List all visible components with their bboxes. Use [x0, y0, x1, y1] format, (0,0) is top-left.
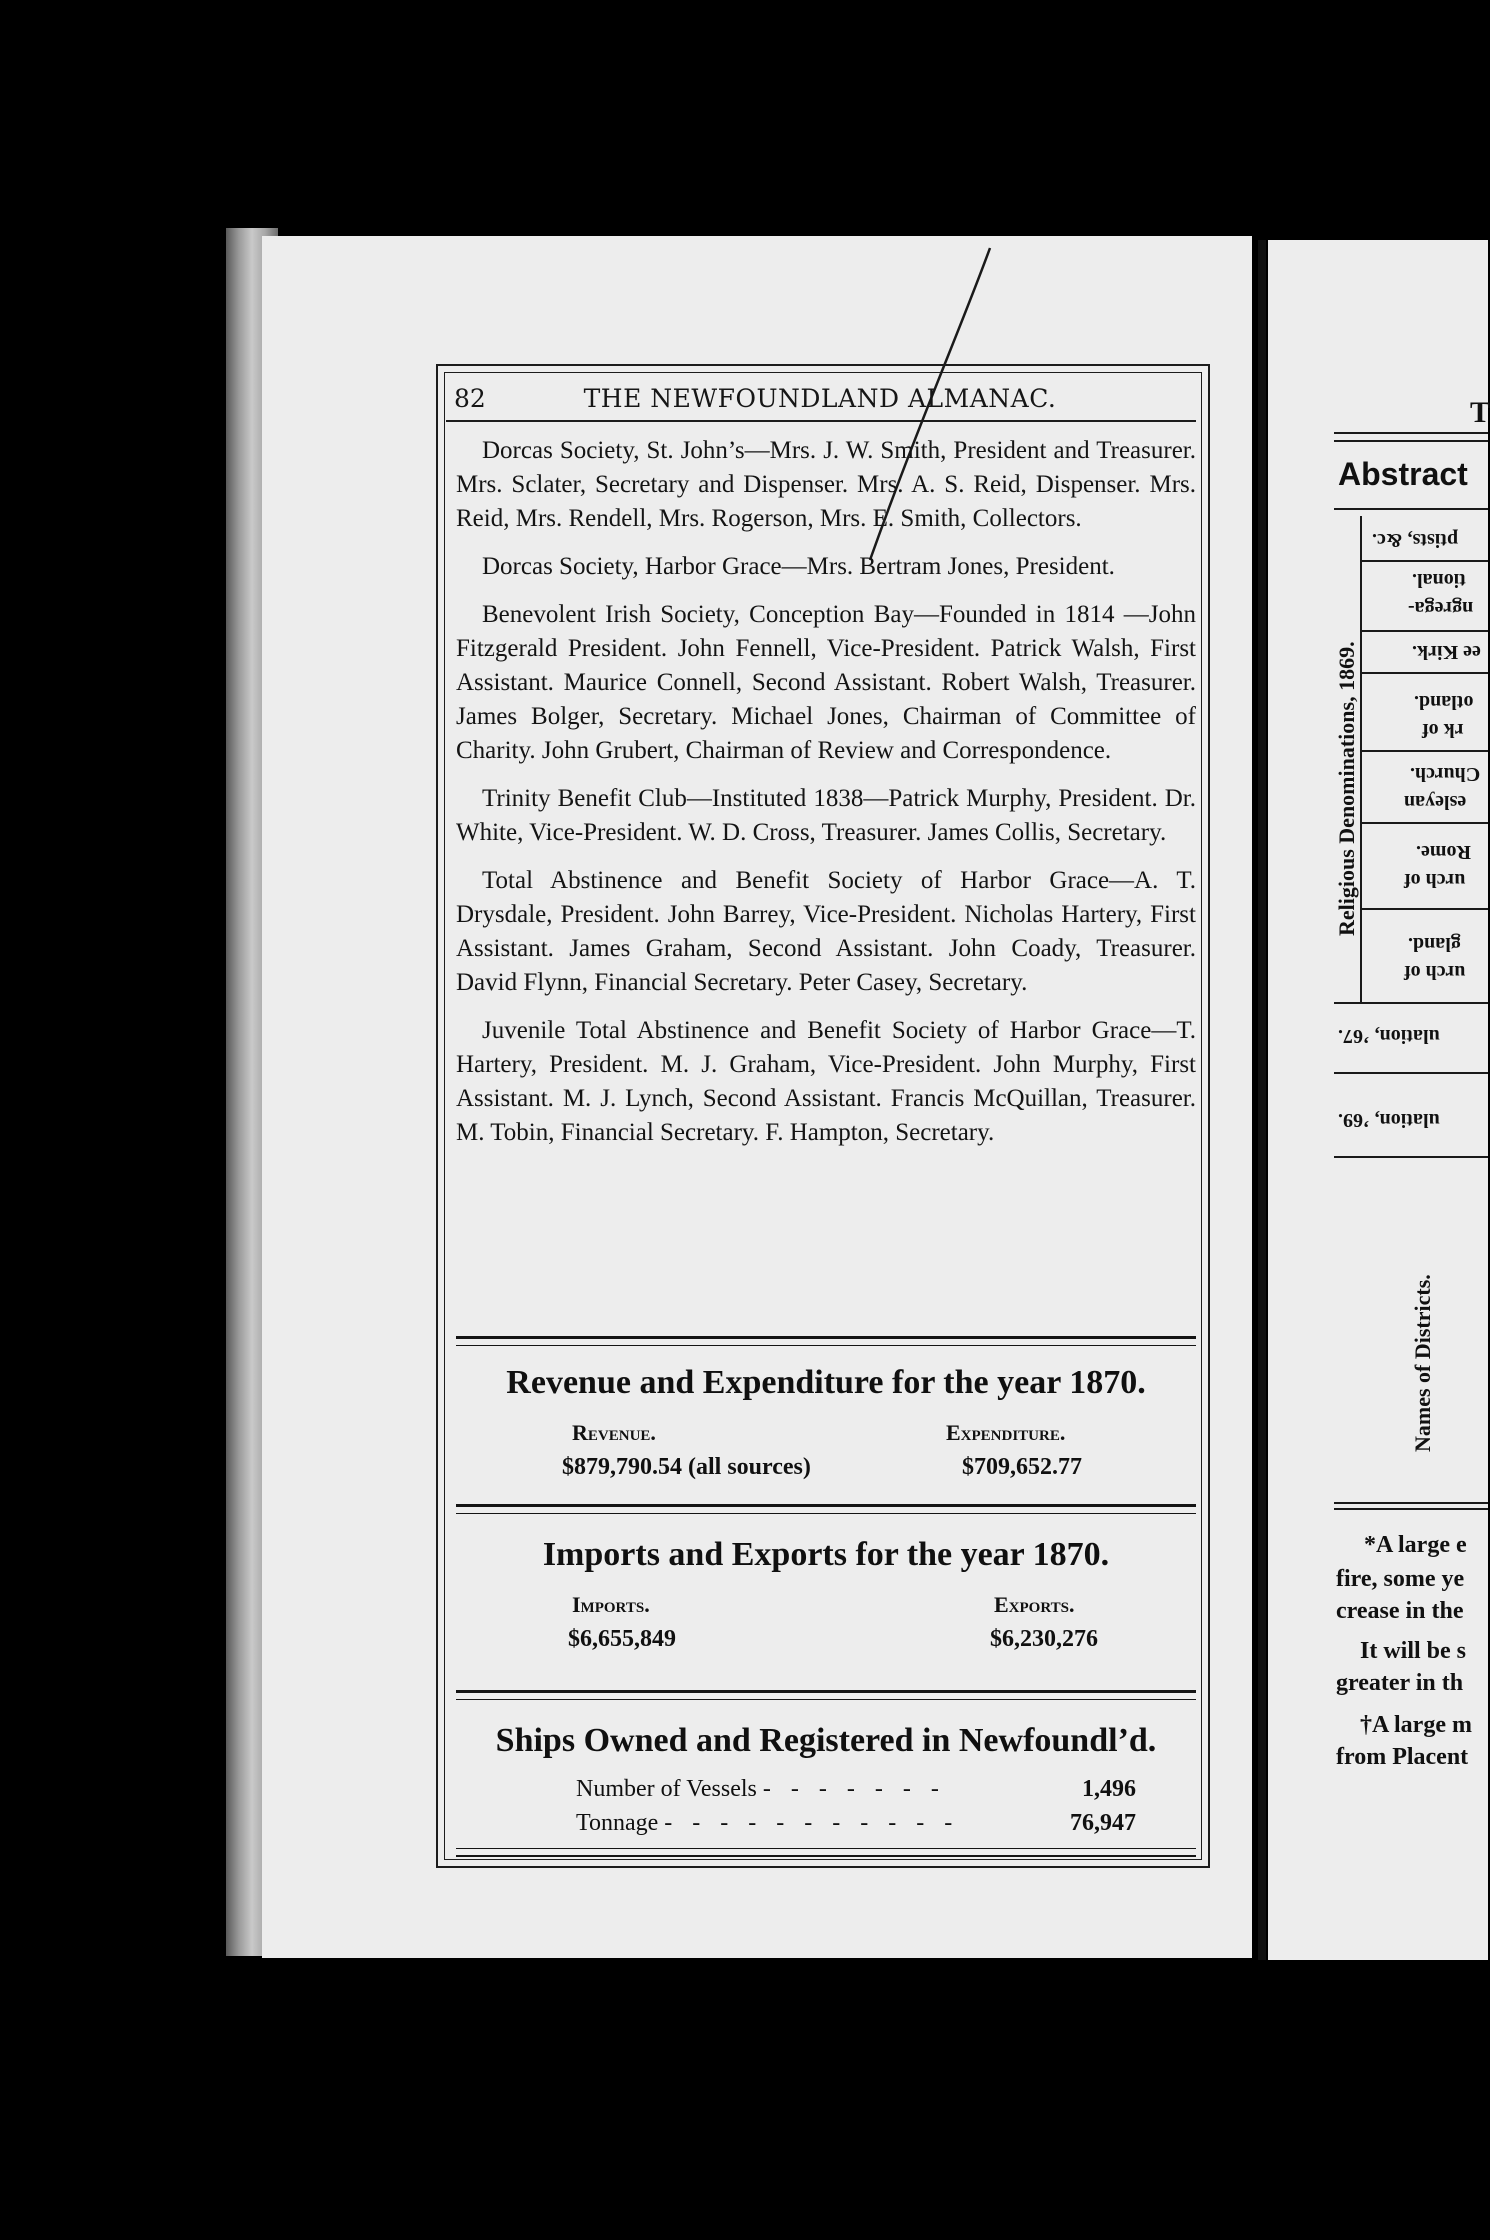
ships-title: Ships Owned and Registered in Newfoundl’d.	[495, 1722, 1157, 1759]
section-rule	[456, 1504, 1196, 1514]
expenditure-label: Expenditure.	[946, 1420, 1066, 1445]
ships-row-tonnage	[576, 1810, 1136, 1837]
header-rule	[446, 420, 1196, 422]
facing-rule	[1362, 630, 1488, 632]
facing-heading: Abstract	[1338, 456, 1468, 492]
facing-column-fragment: ee Kirk.	[1412, 641, 1481, 663]
facing-column-fragment: rk of	[1422, 719, 1464, 741]
facing-column-divider	[1360, 516, 1362, 1002]
facing-vertical-title: Religious Denominations, 1869.	[1334, 641, 1359, 936]
ships-row-label: Number of Vessels	[576, 1776, 757, 1802]
section-rule	[456, 1690, 1196, 1700]
facing-rule	[1362, 822, 1488, 824]
facing-footnote: from Placent	[1336, 1744, 1469, 1770]
facing-population-row: ulation, ’69.	[1338, 1109, 1440, 1131]
facing-footnote: crease in the	[1336, 1598, 1464, 1624]
section-rule	[456, 1336, 1196, 1346]
trade-section	[456, 1536, 1196, 1666]
ships-row-value: 76,947	[1070, 1810, 1136, 1836]
paragraph-juvenile-abstinence: Juvenile Total Abstinence and Benefit Society of Harbor Grace—T. Hartery, President. M. J. Graham, Vice-President. John Murphy, First Assistant. M. J. Lynch, Second Assistant. Francis McQuillan, Treasurer. M. Tobin, Financial Secretary. F. Hampton, Secretary.	[456, 1017, 1196, 1146]
facing-rule	[1334, 1156, 1488, 1158]
bottom-rule	[456, 1848, 1196, 1857]
exports-value: $6,230,276	[990, 1626, 1098, 1652]
facing-rule	[1362, 750, 1488, 752]
paragraph-total-abstinence: Total Abstinence and Benefit Society of Harbor Grace—A. T. Drysdale, President. John Barrey, Vice-President. Nicholas Hartery, First Assistant. James Graham, Second Assistant. John Coady, Treasurer. David Flynn, Financial Secretary. Peter Casey, Secretary.	[456, 867, 1196, 996]
facing-column-fragment: urch of	[1404, 961, 1466, 983]
leader-dots: - - - - - - -	[762, 1776, 946, 1802]
paragraph-dorcas-st-johns: Dorcas Society, St. John’s—Mrs. J. W. Smith, President and Treasurer. Mrs. Sclater, Secretary and Dispenser. Mrs. A. S. Reid, Dispenser. Mrs. Reid, Mrs. Rendell, Mrs. Rogerson, Mrs. E. Smith, Collectors.	[456, 437, 1196, 532]
facing-column-fragment: ptists, &c.	[1372, 529, 1459, 551]
facing-column-fragment: urch of	[1404, 869, 1466, 891]
facing-rule	[1334, 432, 1488, 434]
ships-section	[456, 1722, 1196, 1852]
facing-column-fragment: Church.	[1410, 763, 1481, 785]
facing-footnote: fire, some ye	[1336, 1566, 1465, 1592]
ships-row-vessels	[576, 1776, 1136, 1803]
facing-footnote: greater in th	[1336, 1670, 1464, 1696]
facing-rule	[1362, 560, 1488, 562]
society-listings	[456, 434, 1196, 1164]
facing-rule	[1334, 1502, 1488, 1504]
facing-column-fragment: Rome.	[1416, 841, 1471, 863]
facing-column-fragment: tional.	[1412, 569, 1466, 591]
paragraph-benevolent-irish: Benevolent Irish Society, Conception Bay—Founded in 1814 —John Fitzgerald President. John Fennell, Vice-President. Patrick Walsh, First Assistant. Maurice Connell, Second Assistant. Robert Walsh, Treasurer. James Bolger, Secretary. Michael Jones, Chairman of Committee of Charity. John Grubert, Chairman of Review and Correspondence.	[456, 601, 1196, 764]
ships-row-label: Tonnage	[576, 1810, 659, 1836]
revenue-value: $879,790.54 (all sources)	[562, 1454, 811, 1480]
facing-population-row: ulation, ’67.	[1338, 1025, 1440, 1047]
facing-footnote: *A large e	[1364, 1532, 1467, 1558]
facing-rule	[1362, 672, 1488, 674]
trade-title: Imports and Exports for the year 1870.	[542, 1536, 1110, 1573]
facing-rule	[1334, 1002, 1488, 1004]
page-number: 82	[454, 384, 486, 413]
paragraph-trinity-benefit: Trinity Benefit Club—Instituted 1838—Patrick Murphy, President. Dr. White, Vice-President. W. D. Cross, Treasurer. James Collis, Secretary.	[456, 785, 1196, 846]
facing-rule	[1362, 908, 1488, 910]
running-header	[450, 380, 1190, 416]
facing-column-fragment: ngrega-	[1408, 597, 1474, 619]
facing-rule	[1334, 1508, 1488, 1510]
facing-footnote: †A large m	[1360, 1712, 1472, 1738]
exports-label: Exports.	[994, 1592, 1075, 1617]
facing-rule	[1334, 508, 1488, 510]
revenue-label: Revenue.	[572, 1420, 656, 1445]
paragraph-dorcas-harbor-grace: Dorcas Society, Harbor Grace—Mrs. Bertram Jones, President.	[482, 553, 1115, 580]
facing-column-fragment: otland.	[1414, 691, 1474, 713]
ships-row-value: 1,496	[1082, 1776, 1136, 1802]
revenue-section	[456, 1364, 1196, 1494]
leader-dots: - - - - - - - - - - -	[664, 1810, 960, 1836]
facing-districts-label: Names of Districts.	[1410, 1274, 1435, 1452]
facing-corner-letter: T	[1470, 396, 1490, 429]
facing-rule	[1334, 440, 1488, 442]
facing-column-fragment: gland.	[1408, 933, 1461, 955]
facing-column-fragment: esleyan	[1404, 791, 1467, 813]
running-title: THE NEWFOUNDLAND ALMANAC.	[583, 384, 1057, 413]
imports-label: Imports.	[572, 1592, 650, 1617]
facing-rule	[1334, 1072, 1488, 1074]
expenditure-value: $709,652.77	[962, 1454, 1082, 1480]
facing-footnote: It will be s	[1360, 1638, 1467, 1664]
imports-value: $6,655,849	[568, 1626, 676, 1652]
revenue-title: Revenue and Expenditure for the year 1870.	[506, 1364, 1146, 1401]
